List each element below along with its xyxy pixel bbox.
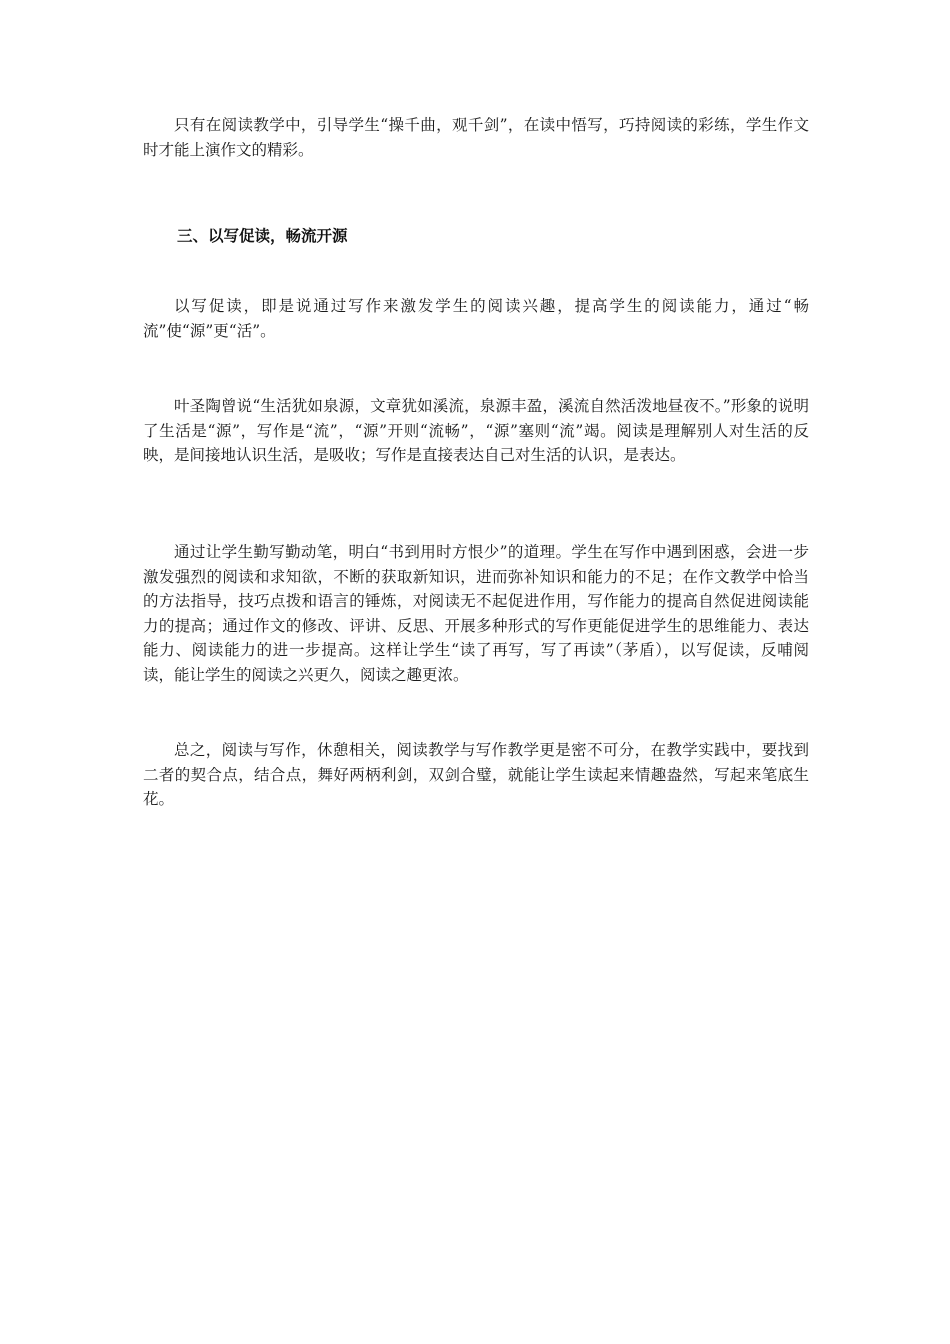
section-heading: 三、以写促读，畅流开源 <box>177 227 348 245</box>
paragraph-writing-promotes-reading: 以写促读，即是说通过写作来激发学生的阅读兴趣，提高学生的阅读能力，通过“畅流”使“源”更“活”。 <box>143 297 809 340</box>
paragraph-reading-teaching: 只有在阅读教学中，引导学生“操千曲，观千剑”，在读中悟写，巧持阅读的彩练，学生作文时才能上演作文的精彩。 <box>143 116 809 159</box>
paragraph-diligent-writing: 通过让学生勤写勤动笔，明白“书到用时方恨少”的道理。学生在写作中遇到困惑，会进一步激发强烈的阅读和求知欲，不断的获取新知识，进而弥补知识和能力的不足；在作文教学中恰当的方法指导，技巧点拨和语言的锤炼，对阅读无不起促进作用，写作能力的提高自然促进阅读能力的提高；通过作文的修改、评讲、反思、开展多种形式的写作更能促进学生的思维能力、表达能力、阅读能力的进一步提高。这样让学生“读了再写，写了再读”（茅盾），以写促读，反哺阅读，能让学生的阅读之兴更久，阅读之趣更浓。 <box>143 543 809 684</box>
paragraph-ye-shengtao-quote: 叶圣陶曾说“生活犹如泉源，文章犹如溪流，泉源丰盈，溪流自然活泼地昼夜不。”形象的说明了生活是“源”，写作是“流”，“源”开则“流畅”，“源”塞则“流”竭。阅读是理解别人对生活的反映，是间接地认识生活，是吸收；写作是直接表达自己对生活的认识，是表达。 <box>143 397 809 464</box>
paragraph-conclusion: 总之，阅读与写作，休憩相关，阅读教学与写作教学更是密不可分，在教学实践中，要找到二者的契合点，结合点，舞好两柄利剑，双剑合璧，就能让学生读起来情趣盎然，写起来笔底生花。 <box>143 741 809 808</box>
